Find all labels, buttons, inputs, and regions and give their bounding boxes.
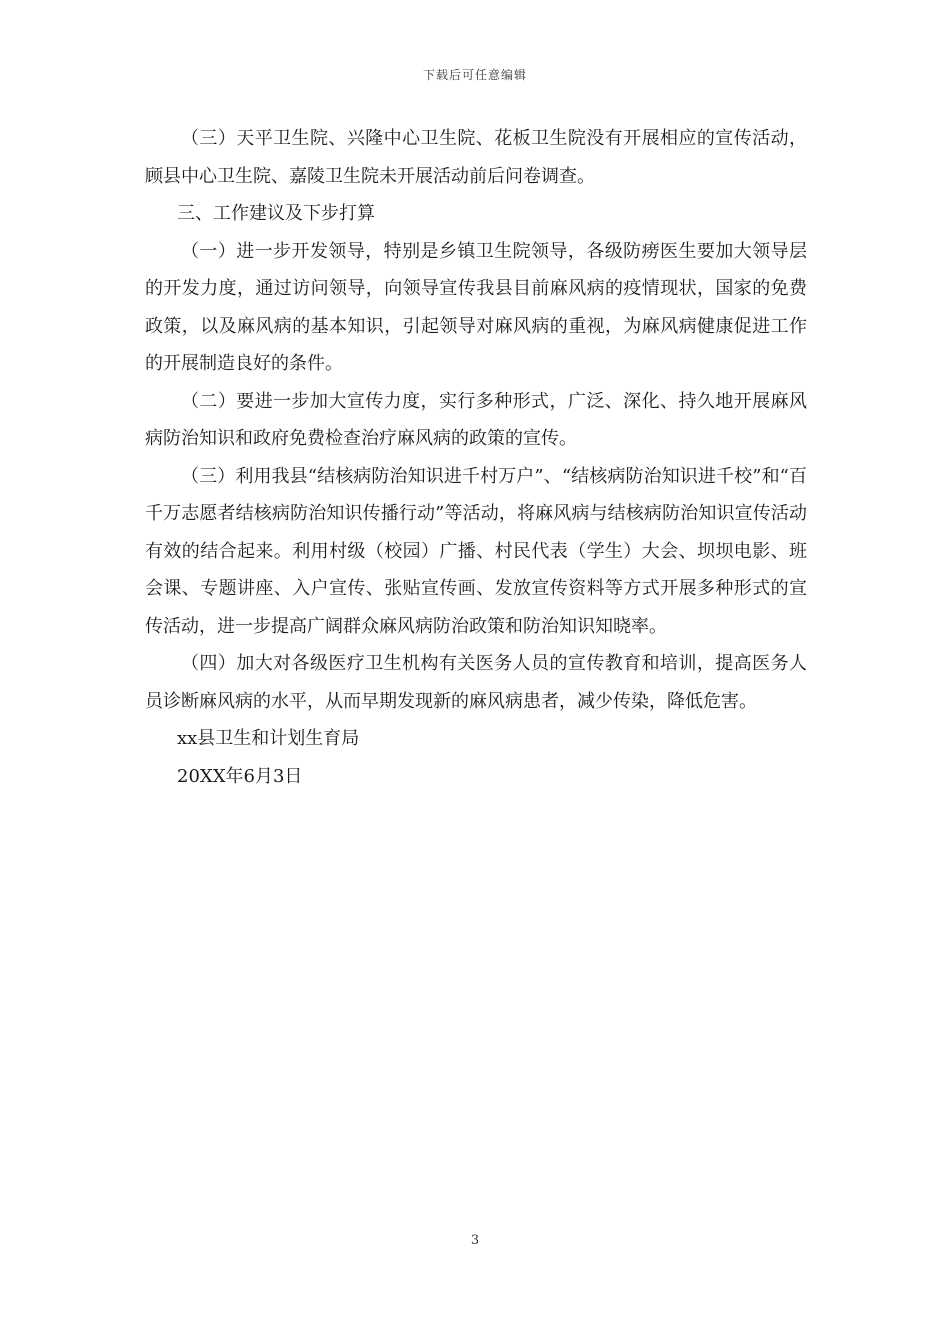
paragraph-suggestion-1: （一）进一步开发领导，特别是乡镇卫生院领导，各级防痨医生要加大领导层的开发力度，通过访问领导，向领导宣传我县目前麻风病的疫情现状，国家的免费政策，以及麻风病的基本知识，引起领导对麻风病的重视，为麻风病健康促进工作的开展制造良好的条件。 [145, 240, 807, 374]
paragraph-suggestion-3: （三）利用我县“结核病防治知识进千村万户”、“结核病防治知识进千校”和“百千万志愿者结核病防治知识传播行动”等活动，将麻风病与结核病防治知识宣传活动有效的结合起来。利用村级（校园）广播、村民代表（学生）大会、坝坝电影、班会课、专题讲座、入户宣传、张贴宣传画、发放宣传资料等方式开展多种形式的宣传活动，进一步提高广阔群众麻风病防治政策和防治知识知晓率。 [145, 465, 807, 637]
page-number: 3 [470, 1233, 480, 1248]
paragraph-suggestion-2: （二）要进一步加大宣传力度，实行多种形式，广泛、深化、持久地开展麻风病防治知识和政府免费检查治疗麻风病的政策的宣传。 [145, 390, 807, 449]
signature-organization: xx县卫生和计划生育局 [177, 728, 360, 749]
section-heading-suggestions: 三、工作建议及下步打算 [177, 203, 375, 224]
signature-date: 20XX年6月3日 [177, 765, 303, 787]
paragraph-problems-3: （三）天平卫生院、兴隆中心卫生院、花板卫生院没有开展相应的宣传活动，顾县中心卫生院、嘉陵卫生院未开展活动前后问卷调查。 [145, 128, 807, 187]
paragraph-suggestion-4: （四）加大对各级医疗卫生机构有关医务人员的宣传教育和培训，提高医务人员诊断麻风病的水平，从而早期发现新的麻风病患者，减少传染，降低危害。 [145, 653, 807, 712]
document-body [145, 120, 807, 795]
page-header: 下载后可任意编辑 [422, 68, 527, 82]
